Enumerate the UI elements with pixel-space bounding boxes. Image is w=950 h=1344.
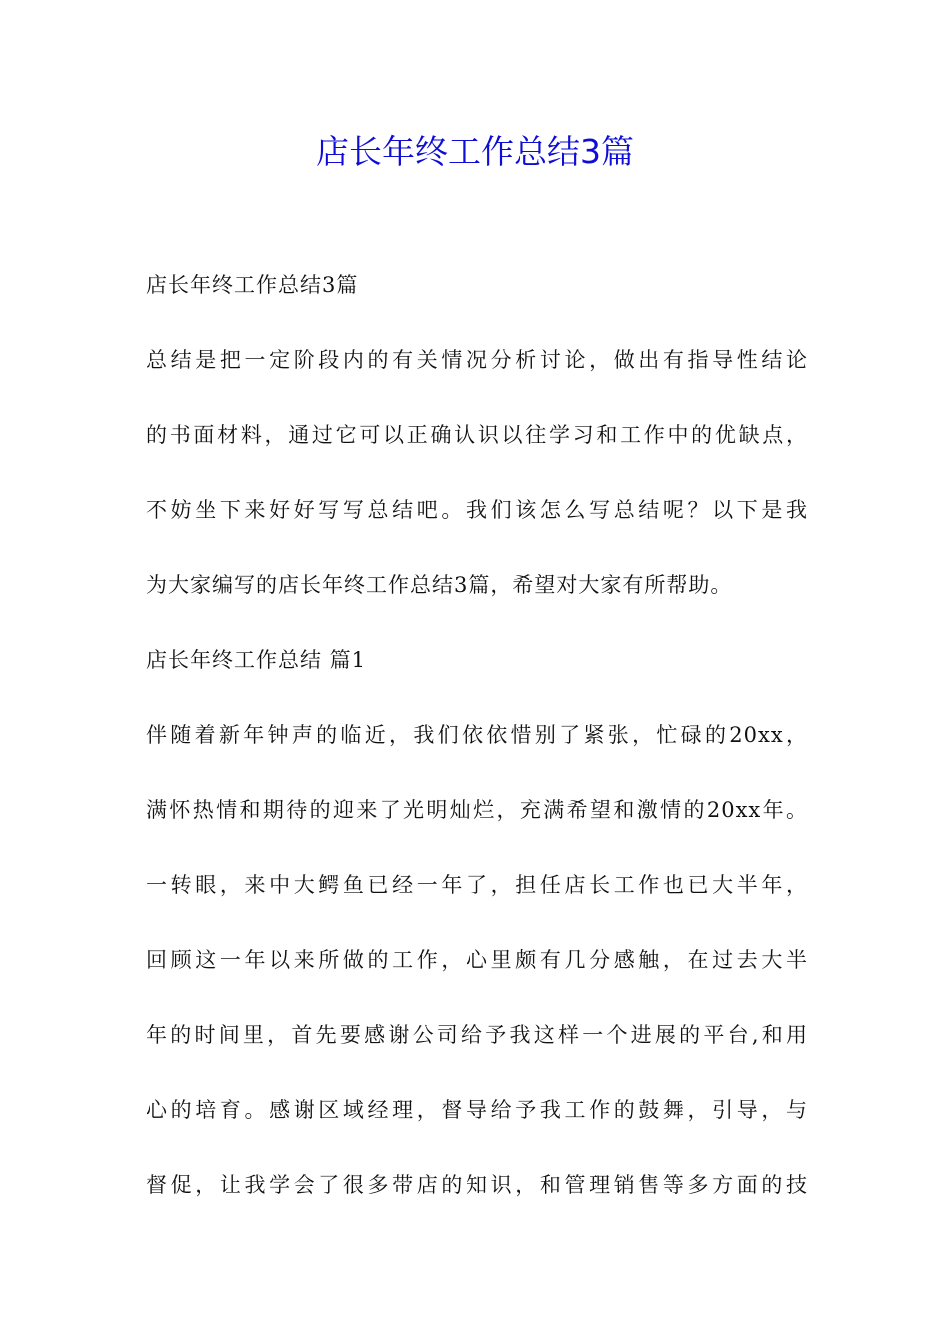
text-line: 的书面材料，通过它可以正确认识以往学习和工作中的优缺点， (146, 423, 808, 447)
text-line: 回顾这一年以来所做的工作，心里颇有几分感触，在过去大半 (146, 948, 808, 972)
section-heading: 店长年终工作总结 篇1 (146, 648, 367, 672)
text-line: 为大家编写的店长年终工作总结3篇，希望对大家有所帮助。 (146, 573, 733, 597)
text-line: 总结是把一定阶段内的有关情况分析讨论，做出有指导性结论 (146, 348, 808, 372)
text-line-subtitle: 店长年终工作总结3篇 (146, 273, 359, 297)
text-line: 心的培育。感谢区域经理，督导给予我工作的鼓舞，引导，与 (146, 1098, 808, 1122)
text-line: 督促，让我学会了很多带店的知识，和管理销售等多方面的技 (146, 1173, 808, 1197)
document-title: 店长年终工作总结3篇 (316, 132, 634, 171)
text-line: 不妨坐下来好好写写总结吧。我们该怎么写总结呢？以下是我 (146, 498, 808, 522)
text-line: 一转眼，来中大鳄鱼已经一年了，担任店长工作也已大半年， (146, 873, 808, 897)
text-line: 满怀热情和期待的迎来了光明灿烂，充满希望和激情的20xx年。 (146, 798, 808, 822)
text-line: 伴随着新年钟声的临近，我们依依惜别了紧张，忙碌的20xx， (146, 723, 808, 747)
text-line: 年的时间里，首先要感谢公司给予我这样一个进展的平台,和用 (146, 1023, 808, 1047)
